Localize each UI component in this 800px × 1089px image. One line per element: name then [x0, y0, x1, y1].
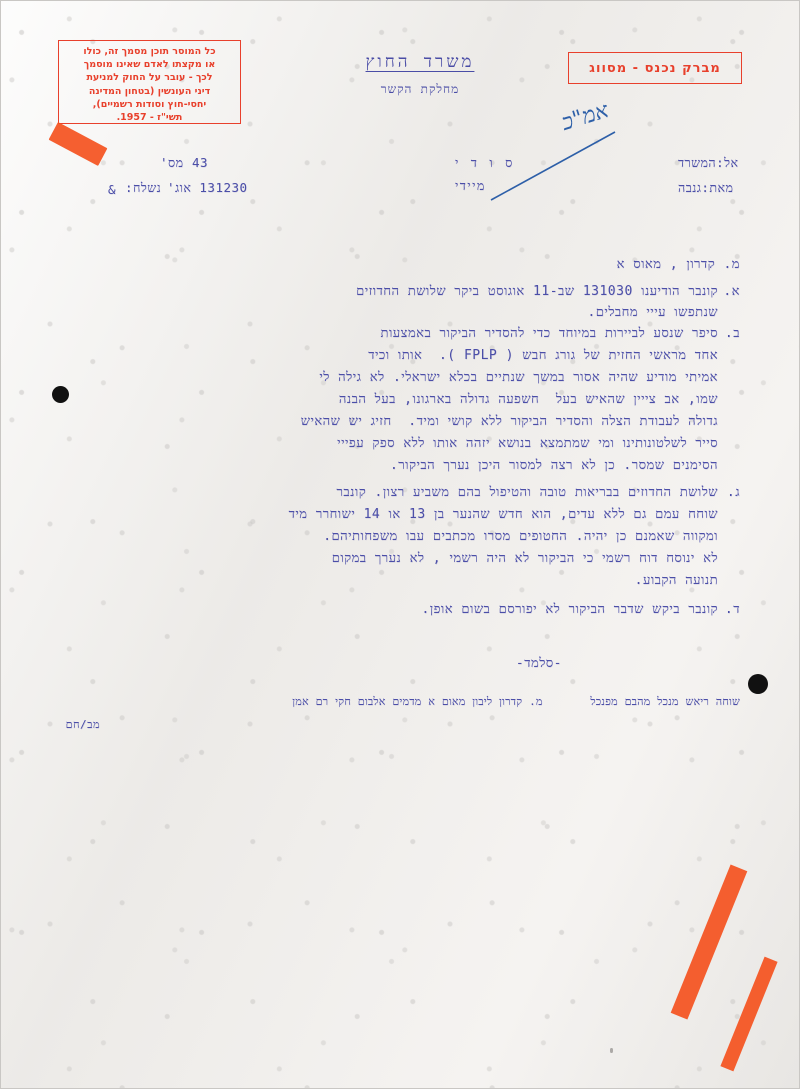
- security-stamp-line-2: או מקצתו לאדם שאינו מוסמך: [83, 59, 216, 71]
- security-stamp-line-1: כל המוסר תוכן מסמך זה, כולו: [83, 46, 216, 57]
- sent-suffix: &: [108, 182, 117, 197]
- paragraph-b-line-1: סיפר שנסע לביירות במיוחד כדי להסדיר הביקור באמצעות: [380, 326, 718, 341]
- sent-label: נשלח:: [125, 180, 162, 195]
- department-name: מחלקת הקשר: [380, 82, 460, 96]
- classification-stamp: מברק נכנס - מסווג: [568, 52, 742, 84]
- paragraph-b-line-2: אחד מראשי החזית של גורג חבש ( FPLP ). אותו וכיד: [368, 348, 718, 363]
- paragraph-b-line-6: סייר לשלטונותינו ומי שמתמצא בנושא יזהה אותו ללא ספק עפייי: [337, 436, 718, 451]
- security-stamp-line-6: תשי"ז - 1957.: [116, 112, 183, 124]
- ministry-name: משרד החוץ: [365, 52, 475, 72]
- paragraph-a-marker: א.: [723, 284, 740, 299]
- paragraph-b-line-4: שמו, אב צייין שהאיש בעל חשפעה גדולה בארגונו, בעל הבנה: [338, 392, 718, 407]
- security-stamp-line-5: יחסי-חוץ וסודות רשמיים),: [92, 98, 207, 110]
- paper-speck: [610, 1048, 613, 1053]
- security-stamp-line-4: דיני העונשין (בטחון המדינה: [88, 85, 211, 97]
- addressed-from: מאת:גנבה: [678, 180, 734, 195]
- reference-number-label: מס': [160, 155, 184, 170]
- paragraph-b-marker: ב.: [724, 326, 740, 341]
- sent-value: 131230 אוג': [167, 180, 248, 195]
- paragraph-b-line-5: גדולה לעבודת הצלה והסדיר הביקור ללא קושי ומיד. חזיג יש שהאיש: [300, 414, 718, 429]
- paragraph-d-marker: ד.: [724, 602, 740, 617]
- security-warning-stamp: [58, 40, 241, 124]
- paragraph-c-line-4: לא ינוסח דוח רשמי כי הביקור לא היה רשמי , לא נערך במקום: [331, 551, 718, 566]
- classification-line-immediate: מיידי: [455, 178, 486, 193]
- paragraph-c-line-2: שוחח עמם גם ללא עדים, הוא חדש שהנער בן 13 או 14 ישוחרר מיד: [288, 507, 718, 522]
- ink-dot-right: [748, 674, 768, 694]
- security-stamp-line-3: לכך - עובר על החוק למניעת: [86, 72, 213, 84]
- paragraph-c-line-5: תנועה הקבוע.: [634, 573, 718, 588]
- paragraph-b-line-7: הסימנים שמסר. כן לא רצה למסור היכן נערך הביקור.: [389, 458, 718, 473]
- paragraph-c-line-1: שלושת החדוזים בבריאות טובה והטיפול בהם משביע רצון. קונבר: [336, 485, 718, 500]
- paragraph-d-line-1: קונבר ביקש שדבר הביקור לא יפורסם בשום אופן.: [421, 602, 718, 617]
- paragraph-c-line-3: ומקווה שאמנם כן יהיה. החטופים מסרו מכתבים עבו משפחותיהם.: [323, 529, 718, 544]
- paragraph-c-marker: ג.: [726, 485, 740, 500]
- paragraph-a-line-1: קונבר הודיענו 131030 שב-11 אוגוסט ביקר שלושת החדוזים: [356, 284, 718, 299]
- closing-line: -סלמד-: [515, 656, 562, 671]
- addressed-to: אל:המשרד: [678, 155, 739, 170]
- paragraph-a-line-2: שנתפשו עייי מחבלים.: [587, 305, 718, 320]
- distribution-list: שוחה ריאש מנכל מהבם מפנכל מ. קדרון ליבון מאום א מדמים אלבום חקי רם אמן: [292, 695, 740, 708]
- reference-number-value: 43: [192, 155, 209, 170]
- letterhead: [330, 52, 510, 97]
- ink-dot-left: [52, 386, 69, 403]
- typist-initials: מב/חם: [65, 718, 100, 731]
- classification-line-secret: ס ו ד י: [455, 155, 515, 170]
- handwritten-annotation: אמ"כ: [559, 98, 612, 136]
- paragraph-b-line-3: אמיתי מודיע שהיה אסור במשך שנתיים בכלא ישראלי. לא גילה לי: [319, 370, 718, 385]
- salutation: מ. קדרון , מאוס א: [616, 257, 740, 272]
